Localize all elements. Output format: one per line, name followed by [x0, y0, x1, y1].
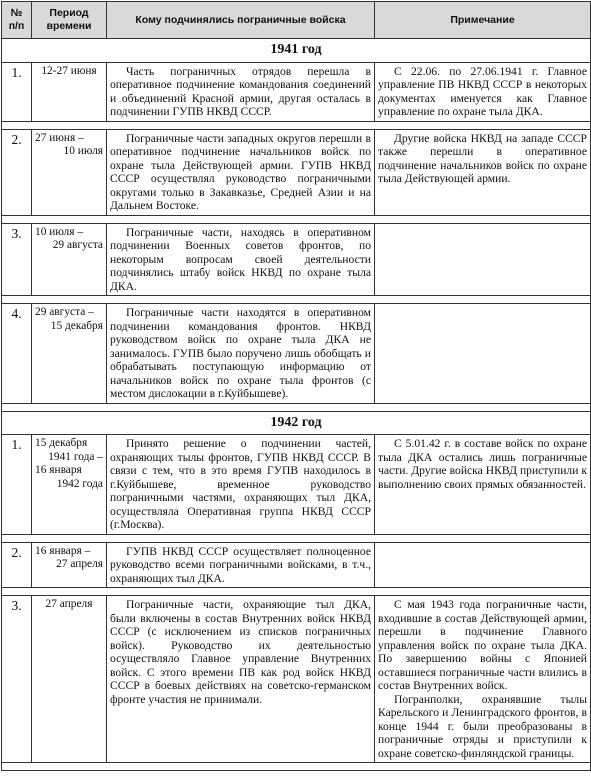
row-note: [375, 62, 591, 121]
note-paragraph: Другие войска НКВД на западе СССР также перешли в оперативное подчинение начальников войск по охране тыла Действующей армии.: [378, 131, 587, 185]
period-line: 1941 года –: [48, 450, 103, 463]
row-subordination: ГУПВ НКВД СССР осуществляет полноценное руководство всеми пограничными войсками, в т.ч., охраняющих тыл ДКА.: [107, 542, 375, 588]
period-line: 16 января: [35, 464, 82, 476]
row-spacer: [2, 121, 591, 129]
table-row: [2, 223, 591, 296]
table-row: [2, 596, 591, 763]
row-subordination: Часть пограничных отрядов перешла в оперативное подчинение командования соединений и объединений Красной армии, другая осталась в подчинении ГУПВ НКВД СССР.: [107, 62, 375, 121]
row-spacer-cell: [2, 588, 591, 596]
row-spacer-cell: [2, 763, 591, 771]
period-line: 10 июля: [63, 145, 103, 157]
row-note: [375, 223, 591, 296]
subordination-table: [1, 1, 591, 771]
row-period: [32, 596, 107, 763]
row-spacer-cell: [2, 296, 591, 304]
row-spacer-cell: [2, 534, 591, 542]
table-row: [2, 62, 591, 121]
row-number: 2.: [2, 129, 32, 215]
row-spacer: [2, 403, 591, 411]
row-note: [375, 542, 591, 588]
row-spacer-cell: [2, 215, 591, 223]
row-subordination: Принято решение о подчинении частей, охраняющих тылы фронтов, ГУПВ НКВД СССР. В связи с тем, что в это время ГУПВ находилось в г.Куйбышеве, временное руководство пограничными частями, охраняющих тыл ДКА, осуществляла Оперативная группа НКВД СССР (г.Москва).: [107, 435, 375, 535]
row-number: 2.: [2, 542, 32, 588]
period-line: 29 августа –: [35, 306, 94, 318]
note-paragraph: С мая 1943 года пограничные части, входившие в состав Действующей армии, перешли в подчинение Главного управления войск по охране тыла ДКА. По завершению войны с Японией оставшиеся пограничные части влились в состав Внутренних войск.: [378, 598, 587, 692]
row-period: [32, 542, 107, 588]
period-line: 29 августа: [52, 239, 103, 251]
row-number: 1.: [2, 62, 32, 121]
period-line: 12-27 июня: [41, 64, 97, 77]
period-line: 15 декабря: [50, 319, 103, 332]
table-row: [2, 129, 591, 215]
period-line: 10 июля –: [35, 225, 84, 238]
table-row: [2, 304, 591, 404]
row-period: [32, 223, 107, 296]
period-line: 16 января –: [35, 544, 91, 557]
table-row: [2, 435, 591, 535]
row-spacer-cell: [2, 403, 591, 411]
table-row: [2, 542, 591, 588]
row-note: [375, 304, 591, 404]
row-note: [375, 596, 591, 763]
row-subordination: Пограничные части, охраняющие тыл ДКА, были включены в состав Внутренних войск НКВД СССР (с исключением из списков пограничных войск). Руководство их деятельностью осуществляло Главное управление Внутренних войск. С этого времени ПВ как род войск НКВД СССР в боевых действиях на советско-германском фронте участия не принимали.: [107, 596, 375, 763]
header-num: № п/п: [2, 2, 32, 39]
year-row: [2, 411, 591, 435]
row-spacer-cell: [2, 121, 591, 129]
row-spacer: [2, 588, 591, 596]
period-line: 1942 года: [56, 477, 103, 490]
header-row: [2, 2, 591, 39]
row-period: [32, 435, 107, 535]
row-spacer: [2, 534, 591, 542]
row-spacer: [2, 296, 591, 304]
row-subordination: Пограничные части находятся в оперативном подчинении командования фронтов. НКВД руководством войск по охране тыла ДКА не занималось. ГУПВ было поручено лишь обобщать и обрабатывать поступающую информацию от начальников войск по охране тыла фронтов (с местом дислокации в г.Куйбышеве).: [107, 304, 375, 404]
row-note: [375, 435, 591, 535]
row-note: [375, 129, 591, 215]
row-period: [32, 62, 107, 121]
period-line: 27 июня –: [35, 131, 84, 144]
year-row: [2, 39, 591, 63]
row-number: 3.: [2, 223, 32, 296]
note-paragraph: С 5.01.42 г. в составе войск по охране тыла ДКА остались лишь пограничные части. Другие войска НКВД приступили к выполнению своих прямых обязанностей.: [378, 437, 587, 491]
period-line: 27 апреля: [45, 598, 93, 610]
header-who: Кому подчинялись пограничные войска: [107, 2, 375, 39]
header-note: Примечание: [375, 2, 591, 39]
period-line: 15 декабря: [35, 437, 88, 449]
row-spacer: [2, 215, 591, 223]
table-body: [2, 39, 591, 771]
year-heading: 1941 год: [2, 39, 591, 63]
row-subordination: Пограничные части, находясь в оперативном подчинении Военных советов фронтов, по некоторым вопросам своей деятельности подчинялись штабу войск НКВД по охране тыла ДКА.: [107, 223, 375, 296]
row-period: [32, 304, 107, 404]
period-line: 27 апреля: [56, 558, 103, 570]
row-number: 3.: [2, 596, 32, 763]
note-paragraph: С 22.06. по 27.06.1941 г. Главное управление ПВ НКВД СССР в некоторых документах именуется как Главное управление по охране тыла ДКА.: [378, 64, 587, 118]
row-subordination: Пограничные части западных округов перешли в оперативное подчинение начальников войск по охране тыла Действующей армии. ГУПВ НКВД СССР осуществлял руководство пограничными округами только в Закавказье, Средней Азии и на Дальнем Востоке.: [107, 129, 375, 215]
row-spacer: [2, 763, 591, 771]
row-number: 1.: [2, 435, 32, 535]
header-period: Период времени: [32, 2, 107, 39]
year-heading: 1942 год: [2, 411, 591, 435]
row-number: 4.: [2, 304, 32, 404]
note-paragraph: Погранполки, охранявшие тылы Карельского и Ленинградского фронтов, в конце 1944 г. были преобразованы в пограничные отряды и приступили к охране советско-финляндской границы.: [378, 692, 587, 760]
row-period: [32, 129, 107, 215]
